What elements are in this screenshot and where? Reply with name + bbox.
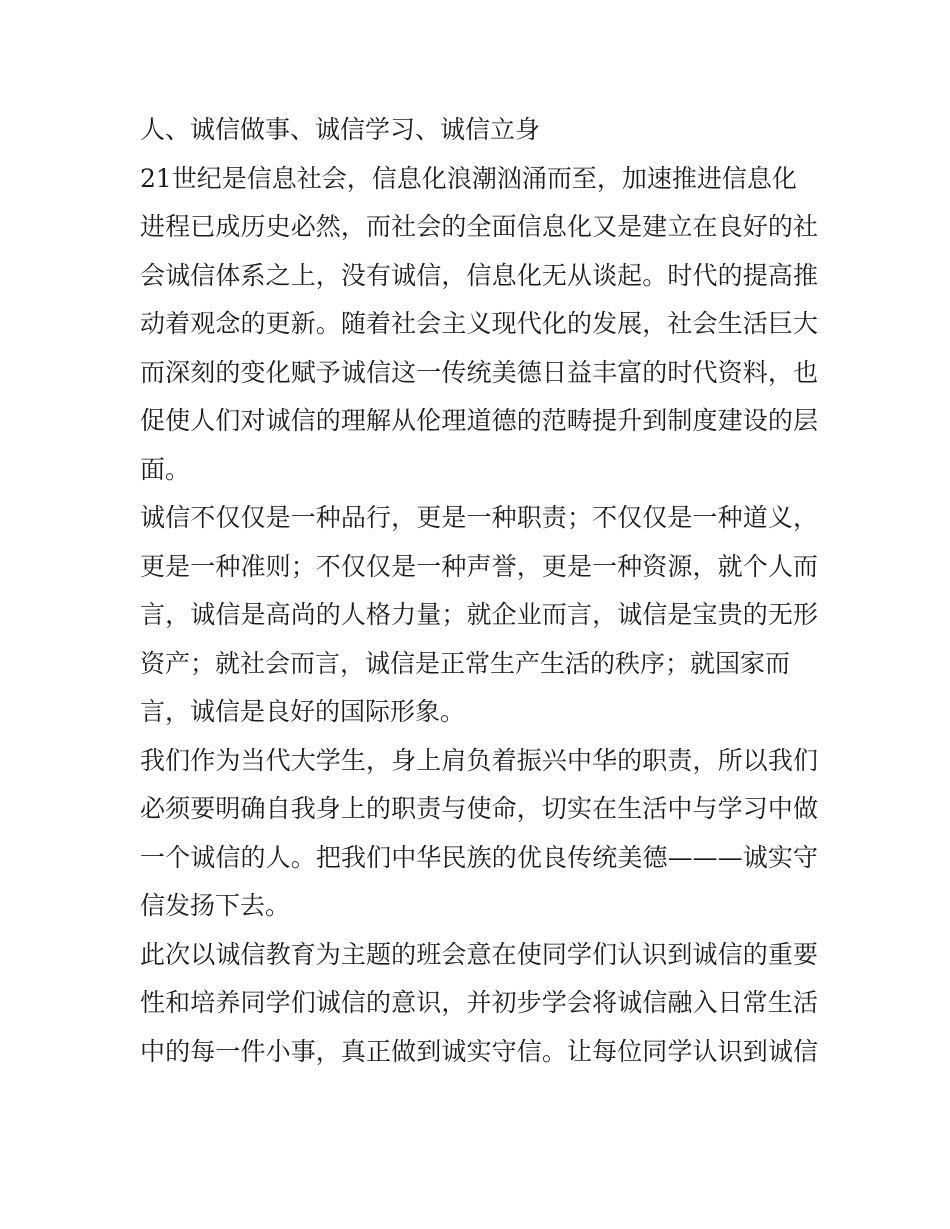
text-line: 面。 — [140, 454, 191, 484]
text-line: 言，诚信是高尚的人格力量；就企业而言，诚信是宝贵的无形 — [140, 600, 818, 629]
document-body — [140, 106, 818, 1076]
text-line: 中的每一件小事，真正做到诚实守信。让每位同学认识到诚信 — [140, 1036, 818, 1066]
text-line: 言，诚信是良好的国际形象。 — [140, 697, 466, 726]
text-line: 此次以诚信教育为主题的班会意在使同学们认识到诚信的重要 — [140, 939, 818, 969]
text-line: 会诚信体系之上，没有诚信，信息化无从谈起。时代的提高推 — [140, 260, 818, 290]
text-line: 我们作为当代大学生，身上肩负着振兴中华的职责，所以我们 — [140, 745, 818, 775]
text-line: 必须要明确自我身上的职责与使命，切实在生活中与学习中做 — [140, 794, 818, 823]
text-line: 而深刻的变化赋予诚信这一传统美德日益丰富的时代资料，也 — [140, 357, 818, 387]
text-line: 资产；就社会而言，诚信是正常生产生活的秩序；就国家而 — [140, 648, 791, 678]
text-line: 进程已成历史必然，而社会的全面信息化又是建立在良好的社 — [140, 212, 818, 241]
text-line: 更是一种准则；不仅仅是一种声誉，更是一种资源，就个人而 — [140, 551, 818, 581]
text-line: 性和培养同学们诚信的意识，并初步学会将诚信融入日常生活 — [140, 988, 818, 1017]
text-line: 促使人们对诚信的理解从伦理道德的范畴提升到制度建设的层 — [140, 406, 818, 435]
text-line: 诚信不仅仅是一种品行，更是一种职责；不仅仅是一种道义， — [140, 503, 818, 532]
text-line: 21世纪是信息社会，信息化浪潮汹涌而至，加速推进信息化 — [140, 163, 797, 193]
text-line: 人、诚信做事、诚信学习、诚信立身 — [140, 115, 541, 144]
text-line: 信发扬下去。 — [140, 891, 291, 920]
text-line: 动着观念的更新。随着社会主义现代化的发展，社会生活巨大 — [140, 309, 818, 338]
text-line: 一个诚信的人。把我们中华民族的优良传统美德———诚实守 — [140, 842, 818, 872]
